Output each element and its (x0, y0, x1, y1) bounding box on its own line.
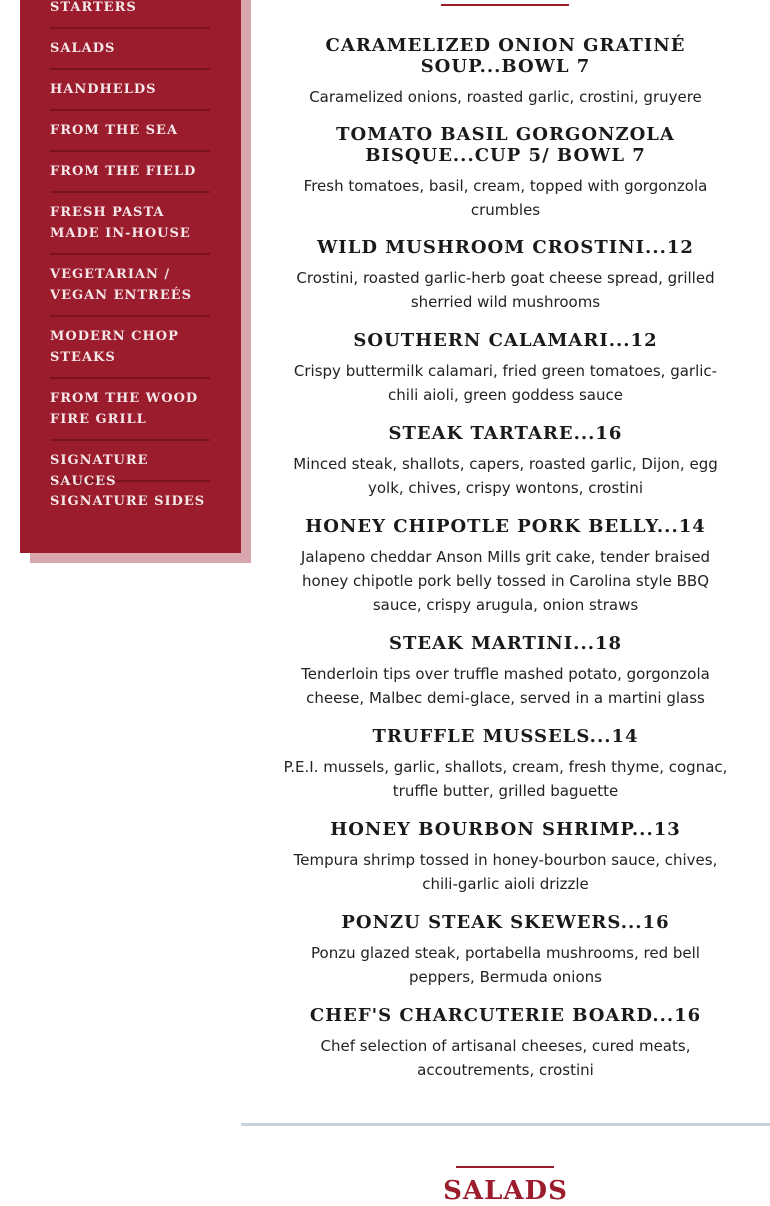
sidebar-item-vegetarian-vegan[interactable] (50, 264, 210, 317)
menu-item-description: Fresh tomatoes, basil, cream, topped with gorgonzola crumbles (303, 177, 708, 219)
menu-item-description: Ponzu glazed steak, portabella mushrooms, red bell peppers, Bermuda onions (311, 944, 700, 986)
section-title-salads: SALADS (443, 1176, 568, 1206)
menu-item (281, 819, 730, 896)
sidebar-item-label: VEGETARIAN / VEGAN ENTREÉS (50, 267, 193, 303)
sidebar-item-label: FROM THE FIELD (50, 164, 197, 179)
sidebar-item-from-the-sea[interactable] (50, 120, 210, 152)
menu-item-title: SOUTHERN CALAMARI...12 (353, 330, 658, 351)
sidebar-item-label: SIGNATURE SAUCES (50, 453, 149, 489)
sidebar-item-from-the-field[interactable] (50, 161, 210, 193)
menu-item-description: Jalapeno cheddar Anson Mills grit cake, tender braised honey chipotle pork belly tossed in Carolina style BBQ sauce, crispy arugula, onion straws (300, 548, 711, 614)
menu-item-title: TRUFFLE MUSSELS...14 (372, 726, 639, 747)
sidebar-item-label: SIGNATURE SIDES (50, 494, 206, 509)
menu-item-description: Crispy buttermilk calamari, fried green tomatoes, garlic-chili aioli, green goddess sauce (293, 362, 718, 404)
section-title-rule (441, 4, 569, 6)
sidebar-item-label: MODERN CHOP STEAKS (50, 329, 179, 365)
sidebar-item-signature-sauces[interactable] (50, 450, 210, 489)
menu-item-description: Caramelized onions, roasted garlic, crostini, gruyere (309, 88, 702, 106)
menu-item (281, 423, 730, 500)
menu-item-description: Tenderloin tips over truffle mashed potato, gorgonzola cheese, Malbec demi-glace, served in a martini glass (301, 665, 710, 707)
menu-item (281, 330, 730, 407)
sidebar-item-label: HANDHELDS (50, 82, 157, 97)
sidebar-item-modern-chop-steaks[interactable] (50, 326, 210, 379)
sidebar-item-label: SALADS (50, 41, 116, 56)
menu-content (241, 0, 770, 1206)
menu-item-description: Minced steak, shallots, capers, roasted garlic, Dijon, egg yolk, chives, crispy wontons, crostini (293, 455, 718, 497)
sidebar-item-label: STARTERS (50, 0, 137, 15)
menu-item (281, 633, 730, 710)
sidebar-item-label: FROM THE SEA (50, 123, 179, 138)
sidebar-item-wood-fire-grill[interactable] (50, 388, 210, 441)
menu-item-title: TOMATO BASIL GORGONZOLA BISQUE...CUP 5/ BOWL 7 (336, 124, 675, 166)
sidebar-item-label: FROM THE WOOD FIRE GRILL (50, 391, 199, 427)
menu-item-description: Crostini, roasted garlic-herb goat cheese spread, grilled sherried wild mushrooms (296, 269, 715, 311)
menu-item (281, 35, 730, 109)
menu-item-title: HONEY BOURBON SHRIMP...13 (330, 819, 681, 840)
menu-item-title: PONZU STEAK SKEWERS...16 (341, 912, 670, 933)
menu-item-description: Chef selection of artisanal cheeses, cured meats, accoutrements, crostini (320, 1037, 691, 1079)
category-sidebar (20, 0, 241, 553)
section-divider (241, 1123, 770, 1126)
menu-item-description: Tempura shrimp tossed in honey-bourbon sauce, chives, chili-garlic aioli drizzle (293, 851, 718, 893)
sidebar-item-label: FRESH PASTA MADE IN-HOUSE (50, 205, 191, 241)
menu-item (281, 726, 730, 803)
menu-item (281, 237, 730, 314)
menu-item-title: HONEY CHIPOTLE PORK BELLY...14 (305, 516, 706, 537)
menu-item (281, 516, 730, 617)
sidebar-item-salads[interactable] (50, 38, 210, 70)
menu-item-title: WILD MUSHROOM CROSTINI...12 (317, 237, 694, 258)
menu-item-title: STEAK MARTINI...18 (388, 633, 623, 654)
sidebar-item-handhelds[interactable] (50, 79, 210, 111)
sidebar-item-starters[interactable] (50, 0, 210, 29)
menu-item (281, 1005, 730, 1082)
menu-item-description: P.E.I. mussels, garlic, shallots, cream, fresh thyme, cognac, truffle butter, grilled baguette (283, 758, 728, 800)
menu-item (281, 912, 730, 989)
menu-item-title: CHEF'S CHARCUTERIE BOARD...16 (309, 1005, 702, 1026)
sidebar-item-signature-sides[interactable] (50, 491, 210, 512)
menu-item (281, 124, 730, 222)
menu-item-title: STEAK TARTARE...16 (388, 423, 623, 444)
menu-item-title: CARAMELIZED ONION GRATINÉ SOUP...BOWL 7 (325, 35, 686, 77)
sidebar-item-fresh-pasta[interactable] (50, 202, 210, 255)
section-title-rule (456, 1166, 554, 1168)
